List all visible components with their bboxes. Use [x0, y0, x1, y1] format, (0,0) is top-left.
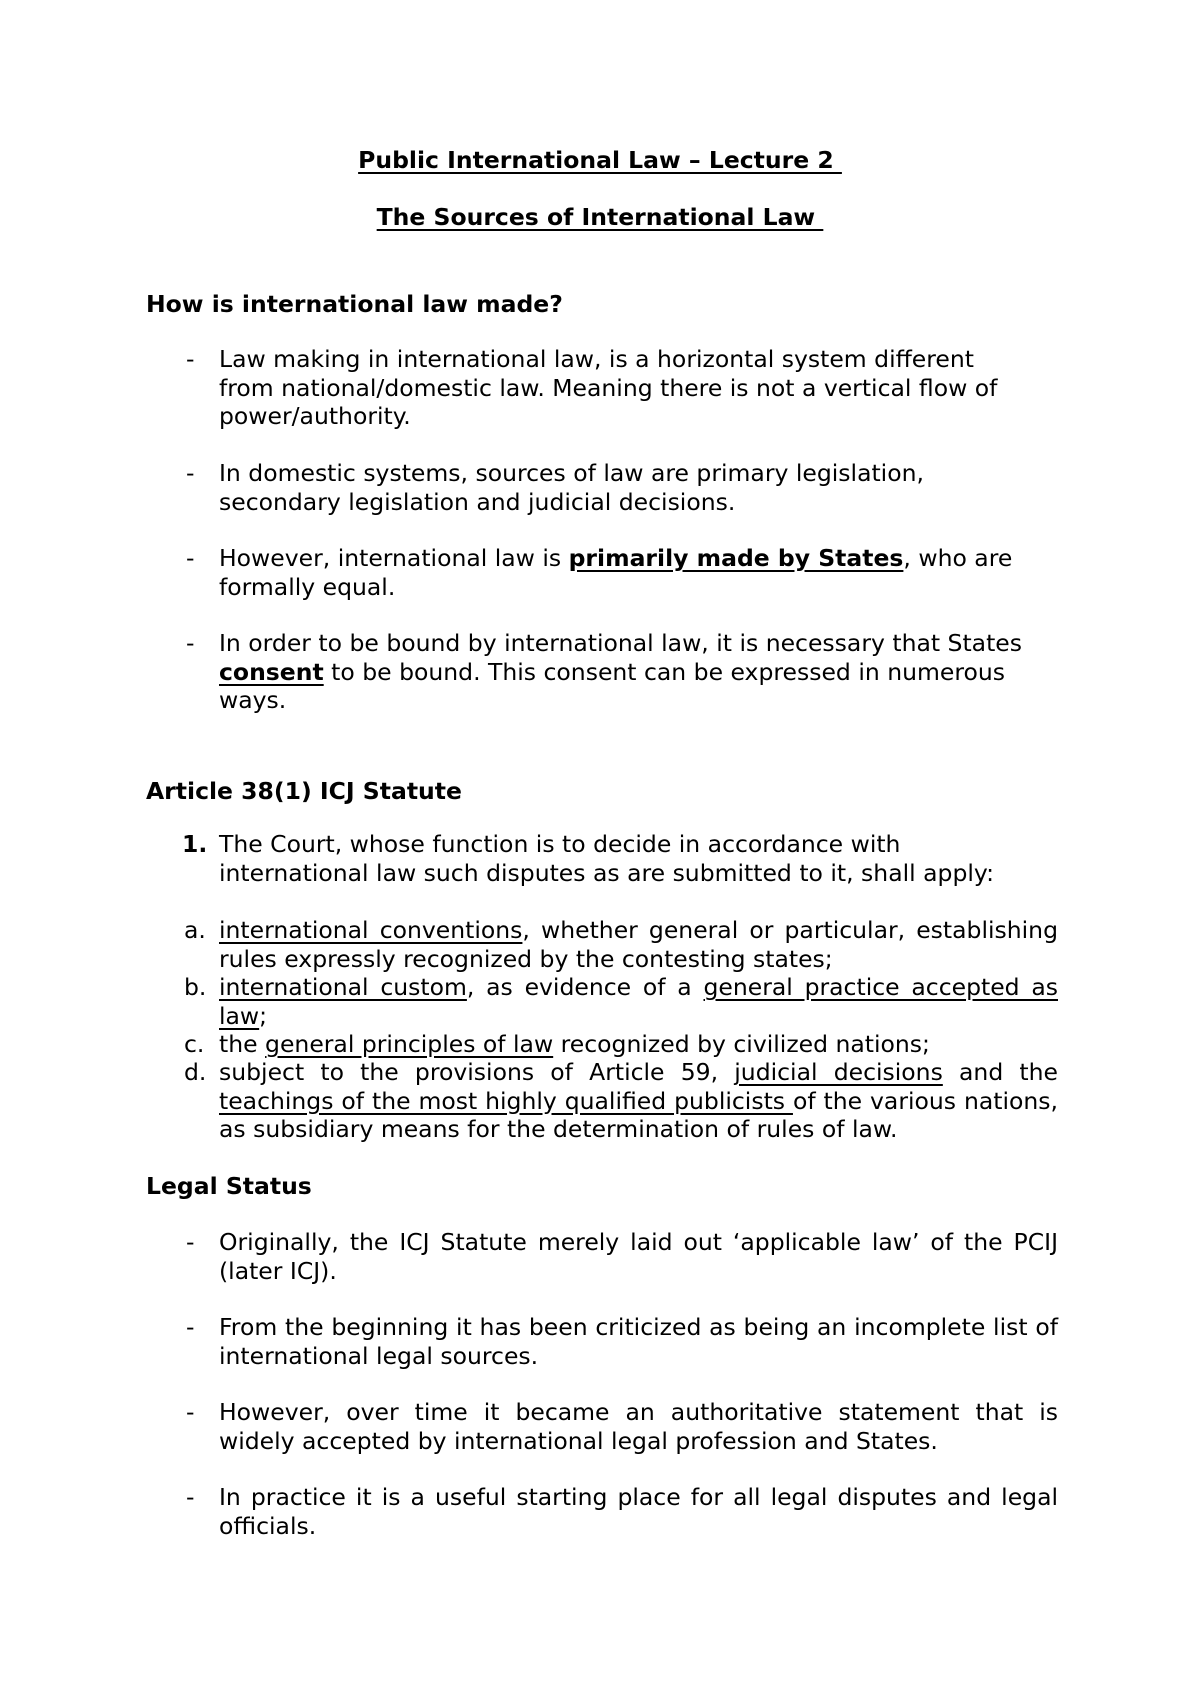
list-item [146, 544, 1026, 601]
bullet-dash: - [186, 1313, 195, 1341]
section-heading-how-made: How is international law made? [146, 290, 563, 318]
list-item [146, 459, 1026, 516]
list-item [146, 345, 1026, 431]
bullet-dash: - [186, 459, 195, 487]
bullet-dash: - [186, 544, 195, 572]
list-item [146, 1483, 1058, 1540]
list-letter: b. [184, 973, 207, 1001]
list-letter: d. [184, 1058, 207, 1086]
bullet-dash: - [186, 1228, 195, 1256]
list-number: 1. [182, 830, 208, 858]
list-item-d [146, 1058, 1058, 1144]
list-item-text: the general principles of law recognized by civilized nations; [219, 1030, 930, 1058]
list-item-text: Originally, the ICJ Statute merely laid out ‘applicable law’ of the PCIJ (later ICJ). [219, 1228, 1058, 1285]
list-item-text: However, over time it became an authoritative statement that is widely accepted by international legal profession and States. [219, 1398, 1058, 1455]
list-item [146, 629, 1026, 715]
section-heading-legal-status: Legal Status [146, 1172, 312, 1200]
document-subtitle: The Sources of International Law [376, 203, 824, 231]
list-item-text: subject to the provisions of Article 59, judicial decisions and the teachings of the most highly qualified publicists of the various nations, as subsidiary means for the determination of rules of law. [219, 1058, 1058, 1143]
list-item-a [146, 916, 1058, 973]
bullet-dash: - [186, 1483, 195, 1511]
list-item [146, 1398, 1058, 1455]
list-item-text: However, international law is primarily made by States, who are formally equal. [219, 544, 1013, 601]
list-item-text: In domestic systems, sources of law are primary legislation, secondary legislation and judicial decisions. [219, 459, 924, 516]
bullet-dash: - [186, 1398, 195, 1426]
list-item [146, 1228, 1058, 1285]
document-title: Public International Law – Lecture 2 [358, 146, 842, 174]
bullet-dash: - [186, 629, 195, 657]
emphasis-consent: consent [219, 657, 324, 686]
emphasis-primarily-made-by-states: primarily made by States [568, 544, 904, 572]
list-item-c [146, 1030, 1058, 1059]
list-item-text: The Court, whose function is to decide in accordance with international law such disputes as are submitted to it, shall apply: [219, 830, 995, 887]
list-item-text: In practice it is a useful starting place for all legal disputes and legal officials. [219, 1483, 1058, 1540]
list-item-text: In order to be bound by international law, it is necessary that States consent to be bound. This consent can be expressed in numerous ways. [219, 629, 1022, 714]
list-item-text: international custom, as evidence of a general practice accepted as law; [219, 973, 1058, 1030]
section-heading-article-38: Article 38(1) ICJ Statute [146, 777, 462, 805]
list-letter: a. [184, 916, 206, 944]
list-letter: c. [184, 1030, 205, 1058]
list-item [146, 1313, 1058, 1370]
list-item-b [146, 973, 1058, 1030]
list-item-text: international conventions, whether general or particular, establishing rules expressly recognized by the contesting states; [219, 916, 1058, 973]
numbered-item [146, 830, 1026, 887]
bullet-dash: - [186, 345, 195, 373]
list-item-text: Law making in international law, is a horizontal system different from national/domestic law. Meaning there is not a vertical flow of power/authority. [219, 345, 998, 430]
list-item-text: From the beginning it has been criticized as being an incomplete list of international legal sources. [219, 1313, 1058, 1370]
